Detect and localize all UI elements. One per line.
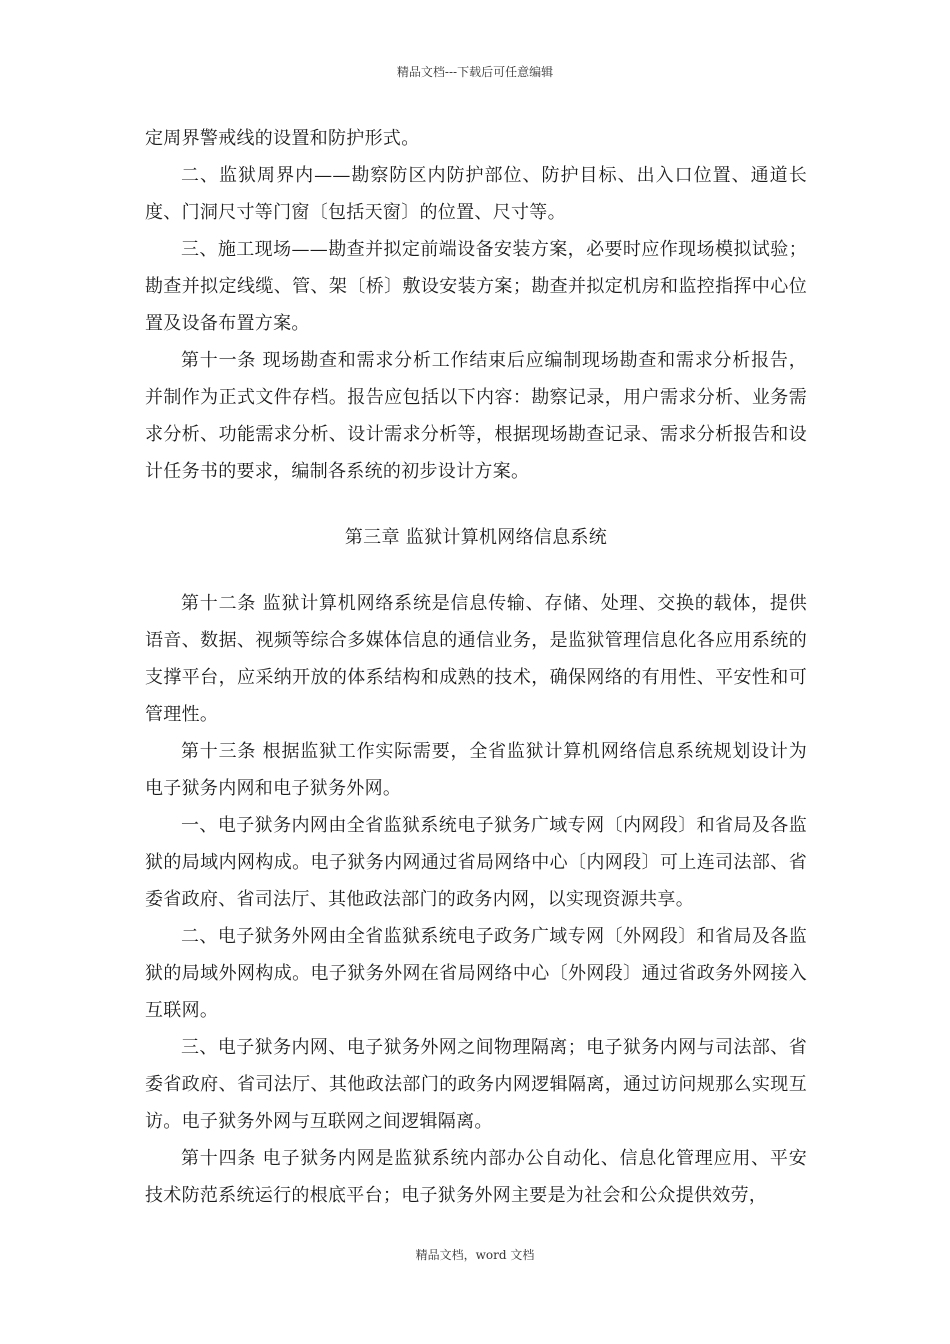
paragraph: 一、电子狱务内网由全省监狱系统电子狱务广域专网〔内网段〕和省局及各监狱的局域内网构成。电子狱务内网通过省局网络中心〔内网段〕可上连司法部、省委省政府、省司法厅、其他政法部门的政务内网，以实现资源共享。 [145, 815, 807, 910]
paragraph: 三、施工现场——勘查并拟定前端设备安装方案，必要时应作现场模拟试验；勘查并拟定线缆、管、架〔桥〕敷设安装方案；勘查并拟定机房和监控指挥中心位置及设备布置方案。 [145, 239, 807, 334]
paragraph: 定周界警戒线的设置和防护形式。 [145, 128, 420, 149]
paragraph: 二、电子狱务外网由全省监狱系统电子政务广域专网〔外网段〕和省局及各监狱的局域外网构成。电子狱务外网在省局网络中心〔外网段〕通过省政务外网接入互联网。 [145, 926, 807, 1021]
paragraph: 三、电子狱务内网、电子狱务外网之间物理隔离；电子狱务内网与司法部、省委省政府、省司法厅、其他政法部门的政务内网逻辑隔离，通过访问规那么实现互访。电子狱务外网与互联网之间逻辑隔离。 [145, 1037, 807, 1132]
page-header: 精品文档---下载后可任意编辑 [396, 65, 554, 79]
paragraph: 第十一条 现场勘查和需求分析工作结束后应编制现场勘查和需求分析报告，并制作为正式文件存档。报告应包括以下内容：勘察记录，用户需求分析、业务需求分析、功能需求分析、设计需求分析等，根据现场勘查记录、需求分析报告和设计任务书的要求，编制各系统的初步设计方案。 [145, 350, 807, 482]
paragraph: 二、监狱周界内——勘察防区内防护部位、防护目标、出入口位置、通道长度、门洞尺寸等门窗〔包括天窗〕的位置、尺寸等。 [145, 165, 807, 223]
chapter-title: 第三章 监狱计算机网络信息系统 [344, 527, 608, 548]
paragraph: 第十二条 监狱计算机网络系统是信息传输、存储、处理、交换的载体，提供语音、数据、视频等综合多媒体信息的通信业务，是监狱管理信息化各应用系统的支撑平台，应采纳开放的体系结构和成熟的技术，确保网络的有用性、平安性和可管理性。 [145, 593, 807, 725]
page-footer: 精品文档，word 文档 [415, 1248, 535, 1262]
document-body [145, 120, 807, 1214]
paragraph: 第十四条 电子狱务内网是监狱系统内部办公自动化、信息化管理应用、平安技术防范系统运行的根底平台；电子狱务外网主要是为社会和公众提供效劳， [145, 1148, 807, 1206]
paragraph: 第十三条 根据监狱工作实际需要，全省监狱计算机网络信息系统规划设计为电子狱务内网和电子狱务外网。 [145, 741, 807, 799]
